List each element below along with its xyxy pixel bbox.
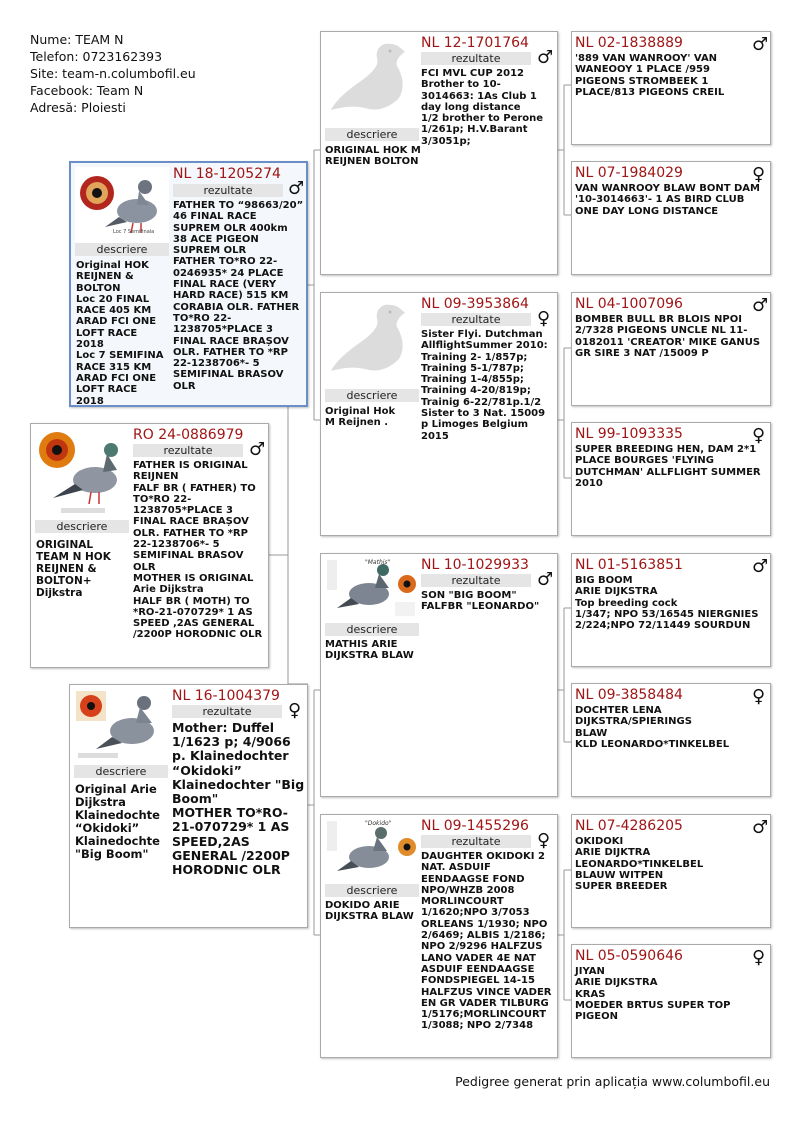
male-icon: ♂ xyxy=(752,817,769,838)
fff-card[interactable] xyxy=(571,31,771,145)
father-results-label: rezultate xyxy=(173,184,283,197)
mm-ring[interactable]: NL 09-1455296 xyxy=(421,818,529,834)
main-description: ORIGINAL TEAM N HOK REIJNEN & BOLTON+ Dijkstra xyxy=(36,539,111,599)
female-icon: ♀ xyxy=(537,830,551,851)
male-icon: ♂ xyxy=(249,439,266,460)
mother-photo xyxy=(74,689,168,761)
male-icon: ♂ xyxy=(288,178,305,199)
mf-ring[interactable]: NL 10-1029933 xyxy=(421,557,529,573)
male-icon: ♂ xyxy=(752,34,769,55)
mfm-ring[interactable]: NL 09-3858484 xyxy=(575,687,683,703)
father-card[interactable] xyxy=(69,161,308,407)
mother-results: Mother: Duffel 1/1623 p; 4/9066 p. Klainedochter “Okidoki” Klainedochter "Big Boom" MOTHER TO*RO-21-070729* 1 AS SPEED,2AS GENERAL /2200P HORODNIC OLR xyxy=(172,720,305,878)
connector-mf xyxy=(557,608,571,742)
mf-photo xyxy=(325,558,419,622)
mother-description: Original Arie Dijkstra Klainedochte “Okidoki” Klainedochte "Big Boom" xyxy=(75,782,160,861)
mm-description: DOKIDO ARIE DIJKSTRA BLAW xyxy=(325,900,414,923)
female-icon: ♀ xyxy=(752,164,766,185)
father-results: FATHER TO “98663/20” 46 FINAL RACE SUPREM OLR 400km 38 ACE PIGEON SUPREM OLR FATHER TO*RO 22-0246935* 24 PLACE FINAL RACE (VERY HARD RACE) 515 KM CORABIA OLR. FATHER TO*RO 22-1238705*PLACE 3 FINAL RACE BRAȘOV OLR. FATHER TO *RP 22-1238706*- 5 SEMIFINAL BRASOV OLR xyxy=(173,200,304,392)
mf-photo-caption: "Mathis" xyxy=(365,559,391,566)
mmm-ring[interactable]: NL 05-0590646 xyxy=(575,948,683,964)
ff-description: ORIGINAL HOK M REIJNEN BOLTON xyxy=(325,145,421,168)
fm-photo-placeholder xyxy=(325,297,419,389)
owner-facebook: Facebook: Team N xyxy=(30,83,144,98)
fm-results-label: rezultate xyxy=(421,313,531,326)
fff-ring[interactable]: NL 02-1838889 xyxy=(575,35,683,51)
main-description-label: descriere xyxy=(35,520,129,533)
mff-card[interactable] xyxy=(571,553,771,667)
main-results-label: rezultate xyxy=(133,444,243,457)
main-card[interactable] xyxy=(30,423,269,668)
mfm-card[interactable] xyxy=(571,683,771,797)
ff-card[interactable] xyxy=(320,31,558,275)
fmf-text: BOMBER BULL BR BLOIS NPOI 2/7328 PIGEONS UNCLE NL 11-0182011 'CREATOR' MIKE GANUS GR SIRE 3 NAT /15009 P xyxy=(575,314,761,359)
father-photo-caption: Loc 7 Semifinala xyxy=(113,229,155,235)
fmm-card[interactable] xyxy=(571,422,771,536)
fff-text: '889 VAN WANROOY' VAN WANEOOY 1 PLACE /959 PIGEONS STROMBEEK 1 PLACE/813 PIGEONS CREIL xyxy=(575,53,725,98)
fm-results: Sister Flyi. Dutchman AllflightSummer 2010: Training 2- 1/857p; Training 5-1/787p; Training 1-4/855p; Training 4-20/819p; Trainig 6-22/781p.1/2 Sister to 3 Nat. 15009 p Limoges Belgium 2015 xyxy=(421,329,548,442)
father-description: Original HOK REIJNEN & BOLTON Loc 20 FINAL RACE 405 KM ARAD FCI ONE LOFT RACE 2018 Loc 7 SEMIFINA RACE 315 KM ARAD FCI ONE LOFT RACE 2018 xyxy=(76,260,164,407)
connector-mm xyxy=(557,870,571,1000)
fm-description: Original Hok M Reijnen . xyxy=(325,406,396,429)
male-icon: ♂ xyxy=(752,295,769,316)
mm-description-label: descriere xyxy=(325,884,419,897)
mf-description: MATHIS ARIE DIJKSTRA BLAW xyxy=(325,639,414,662)
mf-description-label: descriere xyxy=(325,623,419,636)
father-photo xyxy=(75,167,169,245)
ffm-ring[interactable]: NL 07-1984029 xyxy=(575,165,683,181)
mm-photo xyxy=(325,819,419,883)
mfm-text: DOCHTER LENA DIJKSTRA/SPIERINGS BLAW KLD LEONARDO*TINKELBEL xyxy=(575,705,730,750)
mmm-card[interactable] xyxy=(571,944,771,1058)
mmf-ring[interactable]: NL 07-4286205 xyxy=(575,818,683,834)
main-results: FATHER IS ORIGINAL REIJNEN FALF BR ( FATHER) TO TO*RO 22-1238705*PLACE 3 FINAL RACE BRAȘOV OLR. FATHER TO *RP 22-1238706*- 5 SEMIFINAL BRASOV OLR MOTHER IS ORIGINAL Arie Dijkstra HALF BR ( MOTH) TO *RO-21-070729* 1 AS SPEED ,2AS GENERAL /2200P HORODNIC OLR xyxy=(133,460,263,641)
mf-results: SON "BIG BOOM" FALFBR "LEONARDO" xyxy=(421,590,540,613)
male-icon: ♂ xyxy=(752,556,769,577)
father-ring[interactable]: NL 18-1205274 xyxy=(173,166,281,182)
fmm-ring[interactable]: NL 99-1093335 xyxy=(575,426,683,442)
mff-text: BIG BOOM ARIE DIJKSTRA Top breeding cock 1/347; NPO 53/16545 NIERGNIES 2/224;NPO 72/11449 SOURDUN xyxy=(575,575,759,632)
female-icon: ♀ xyxy=(752,947,766,968)
fmm-text: SUPER BREEDING HEN, DAM 2*1 PLACE BOURGES 'FLYING DUTCHMAN' ALLFLIGHT SUMMER 2010 xyxy=(575,444,761,489)
fmf-ring[interactable]: NL 04-1007096 xyxy=(575,296,683,312)
ffm-card[interactable] xyxy=(571,161,771,275)
mf-results-label: rezultate xyxy=(421,574,531,587)
owner-site: Site: team-n.columbofil.eu xyxy=(30,66,196,81)
mm-results-label: rezultate xyxy=(421,835,531,848)
connector-main xyxy=(268,405,308,684)
mff-ring[interactable]: NL 01-5163851 xyxy=(575,557,683,573)
connector-ff xyxy=(557,85,571,215)
mm-photo-caption: "Dokido" xyxy=(365,820,392,827)
mother-ring[interactable]: NL 16-1004379 xyxy=(172,688,280,704)
mm-card[interactable] xyxy=(320,814,558,1058)
mother-description-label: descriere xyxy=(74,765,168,778)
mmf-text: OKIDOKI ARIE DIJKTRA LEONARDO*TINKELBEL BLAUW WITPEN SUPER BREEDER xyxy=(575,836,704,893)
owner-name: Nume: TEAM N xyxy=(30,32,124,47)
mf-card[interactable] xyxy=(320,553,558,797)
main-photo xyxy=(35,428,129,516)
ff-ring[interactable]: NL 12-1701764 xyxy=(421,35,529,51)
ff-results: FCI MVL CUP 2012 Brother to 10-3014663: 1As Club 1 day long distance 1/2 brother to Perone 1/261p; H.V.Barant 3/3051p; xyxy=(421,68,544,147)
father-description-label: descriere xyxy=(75,243,169,256)
owner-phone: Telefon: 0723162393 xyxy=(30,49,163,64)
connector-mother xyxy=(307,690,320,935)
female-icon: ♀ xyxy=(752,686,766,707)
fmf-card[interactable] xyxy=(571,292,771,406)
mother-results-label: rezultate xyxy=(172,705,282,718)
fm-description-label: descriere xyxy=(325,389,419,402)
ffm-text: VAN WANROOY BLAW BONT DAM '10-3014663'- 1 AS BIRD CLUB ONE DAY LONG DISTANCE xyxy=(575,183,760,217)
ff-photo-placeholder xyxy=(325,36,419,128)
male-icon: ♂ xyxy=(537,569,554,590)
female-icon: ♀ xyxy=(288,700,302,721)
connector-father xyxy=(307,150,320,420)
owner-address: Adresă: Ploiesti xyxy=(30,100,126,115)
mother-card[interactable] xyxy=(69,684,308,928)
fm-card[interactable] xyxy=(320,292,558,536)
connector-fm xyxy=(557,348,571,478)
mm-results: DAUGHTER OKIDOKI 2 NAT. ASDUIF EENDAAGSE FOND NPO/WHZB 2008 MORLINCOURT 1/1620;NPO 3/7053 ORLEANS 1/1930; NPO 2/6469; ALBIS 1/2186; NPO 2/9296 HALFZUS LANO VADER 4E NAT ASDUIF EENDAAGSE FONDSPIEGEL 14-15 HALFZUS VINCE VADER EN GR VADER TILBURG 1/5176;MORLINCOURT 1/3088; NPO 2/7348 xyxy=(421,851,552,1032)
fm-ring[interactable]: NL 09-3953864 xyxy=(421,296,529,312)
mmm-text: JIYAN ARIE DIJKSTRA KRAS MOEDER BRTUS SUPER TOP PIGEON xyxy=(575,966,731,1023)
mmf-card[interactable] xyxy=(571,814,771,928)
ff-description-label: descriere xyxy=(325,128,419,141)
female-icon: ♀ xyxy=(537,308,551,329)
ff-results-label: rezultate xyxy=(421,52,531,65)
female-icon: ♀ xyxy=(752,425,766,446)
main-ring[interactable]: RO 24-0886979 xyxy=(133,427,244,443)
footer-note: Pedigree generat prin aplicația www.columbofil.eu xyxy=(455,1074,770,1089)
male-icon: ♂ xyxy=(537,47,554,68)
